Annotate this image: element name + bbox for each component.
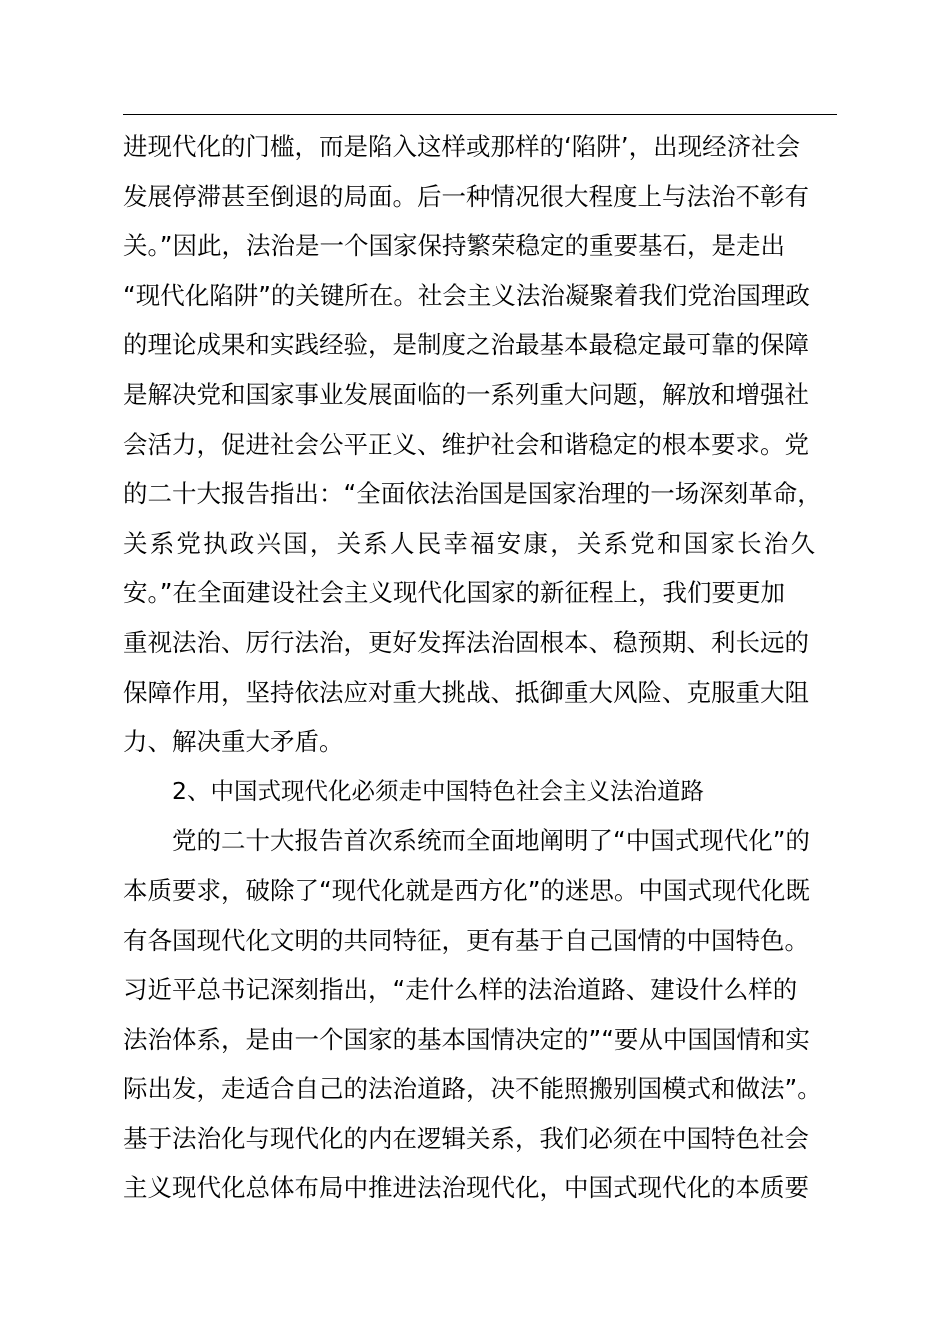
- text-line: 关。”因此，法治是一个国家保持繁荣稳定的重要基石，是走出: [123, 231, 785, 261]
- text-line: 力、解决重大矛盾。: [123, 727, 344, 757]
- text-line: 本质要求，破除了“现代化就是西方化”的迷思。中国式现代化既: [123, 875, 810, 905]
- text-line: “现代化陷阱”的关键所在。社会主义法治凝聚着我们党治国理政: [123, 280, 810, 310]
- text-line: 际出发，走适合自己的法治道路，决不能照搬别国模式和做法”。: [123, 1074, 822, 1104]
- text-line: 是解决党和国家事业发展面临的一系列重大问题，解放和增强社: [123, 379, 809, 409]
- text-line: 法治体系，是由一个国家的基本国情决定的”“要从中国国情和实: [123, 1024, 810, 1054]
- text-line: 党的二十大报告首次系统而全面地阐明了“中国式现代化”的: [172, 826, 810, 856]
- body-text: [123, 122, 883, 1213]
- text-line: 安。”在全面建设社会主义现代化国家的新征程上，我们要更加: [123, 578, 785, 608]
- text-line: 发展停滞甚至倒退的局面。后一种情况很大程度上与法治不彰有: [123, 181, 809, 211]
- text-line: 基于法治化与现代化的内在逻辑关系，我们必须在中国特色社会: [123, 1123, 809, 1153]
- text-line: 的理论成果和实践经验，是制度之治最基本最稳定最可靠的保障: [123, 330, 809, 360]
- text-line: 重视法治、厉行法治，更好发挥法治固根本、稳预期、利长远的: [123, 627, 809, 657]
- header-rule: [123, 114, 837, 115]
- text-line: 进现代化的门槛，而是陷入这样或那样的‘陷阱’，出现经济社会: [123, 132, 801, 161]
- text-line: 有各国现代化文明的共同特征，更有基于自己国情的中国特色。: [123, 925, 809, 955]
- text-line: 的二十大报告指出：“全面依法治国是国家治理的一场深刻革命，: [123, 479, 822, 509]
- text-line: 关系党执政兴国，关系人民幸福安康，关系党和国家长治久: [123, 528, 818, 558]
- text-line: 习近平总书记深刻指出，“走什么样的法治道路、建设什么样的: [123, 975, 798, 1005]
- section-heading: 2、中国式现代化必须走中国特色社会主义法治道路: [172, 776, 704, 805]
- text-line: 会活力，促进社会公平正义、维护社会和谐稳定的根本要求。党: [123, 429, 809, 459]
- text-line: 主义现代化总体布局中推进法治现代化，中国式现代化的本质要: [123, 1173, 809, 1203]
- text-line: 保障作用，坚持依法应对重大挑战、抵御重大风险、克服重大阻: [123, 677, 809, 707]
